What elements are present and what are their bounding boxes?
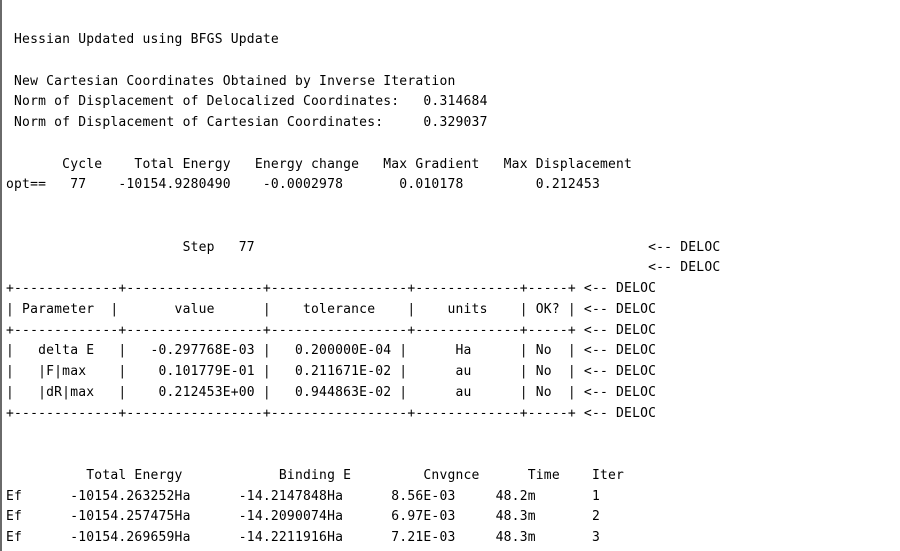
convergence-table-row: | |F|max | 0.101779E-01 | 0.211671E-02 | au | No | <-- DELOC (6, 364, 657, 379)
log-line-hessian-update: Hessian Updated using BFGS Update (6, 32, 279, 47)
log-line-blank (6, 424, 720, 445)
step-label-line: Step 77 <-- DELOC (6, 239, 721, 255)
log-line-delocalized-norm: Norm of Displacement of Delocalized Coordinates: 0.314684 (6, 94, 488, 110)
convergence-table-border: +-------------+-----------------+-----------------+-------------+-----+ <-- DELOC (6, 405, 657, 421)
convergence-table-border: +-------------+-----------------+-----------------+-------------+-----+ <-- DELOC (6, 322, 657, 338)
log-lines (6, 30, 720, 549)
log-line-blank (6, 51, 720, 72)
scf-table-row: Ef -10154.263252Ha -14.2147848Ha 8.56E-03 48.2m 1 (6, 488, 600, 504)
deloc-marker-line: <-- DELOC (6, 260, 721, 276)
convergence-table-row: | |dR|max | 0.212453E+00 | 0.944863E-02 | au | No | <-- DELOC (6, 384, 657, 400)
convergence-table-row: | delta E | -0.297768E-03 | 0.200000E-04 | Ha | No | <-- DELOC (6, 343, 657, 359)
log-line-blank (6, 134, 720, 155)
convergence-table-border: +-------------+-----------------+-----------------+-------------+-----+ <-- DELOC (6, 281, 657, 296)
log-line-blank (6, 196, 720, 217)
scf-table-row: Ef -10154.257475Ha -14.2090074Ha 6.97E-03 48.3m 2 (6, 509, 600, 525)
convergence-table-header: | Parameter | value | tolerance | units | OK? | <-- DELOC (6, 301, 657, 317)
log-line-blank (6, 445, 720, 466)
log-line-new-coordinates: New Cartesian Coordinates Obtained by Inverse Iteration (6, 73, 456, 89)
opt-summary-row: opt== 77 -10154.9280490 -0.0002978 0.010178 0.212453 (6, 177, 600, 193)
log-line-blank (6, 217, 720, 238)
scf-table-header: Total Energy Binding E Cnvgnce Time Iter (6, 467, 625, 483)
scf-table-row: Ef -10154.269659Ha -14.2211916Ha 7.21E-03 48.3m 3 (6, 530, 600, 545)
text-log-viewer[interactable] (2, 0, 900, 551)
log-line-cartesian-norm: Norm of Displacement of Cartesian Coordinates: 0.329037 (6, 115, 488, 130)
opt-summary-header: Cycle Total Energy Energy change Max Gradient Max Displacement (6, 156, 633, 172)
